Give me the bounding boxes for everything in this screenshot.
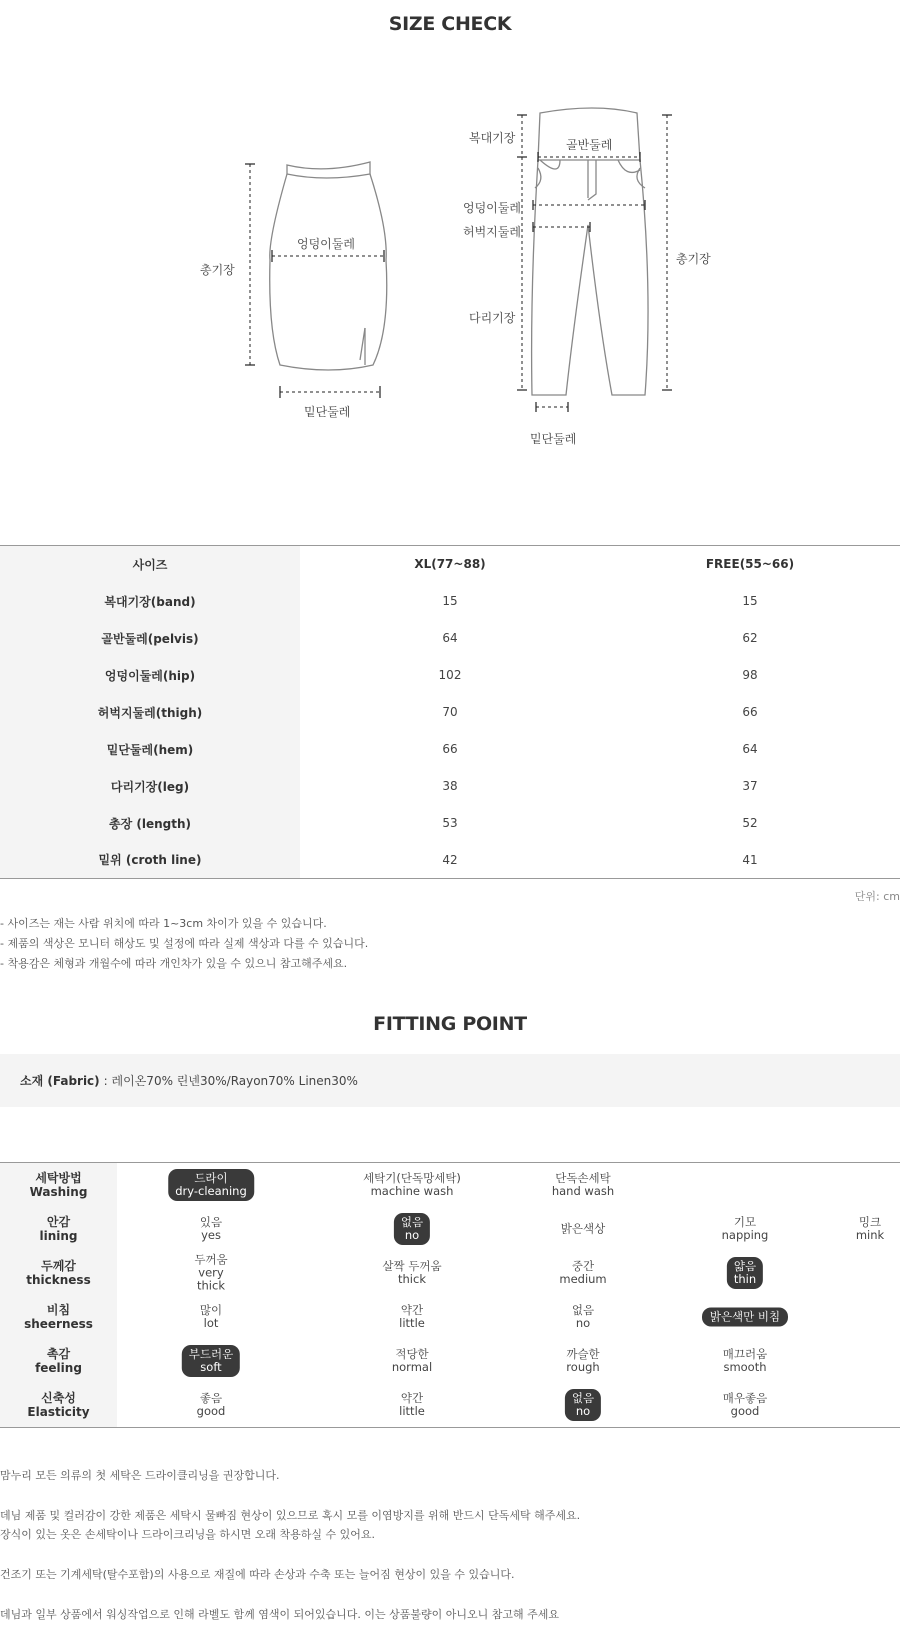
option-en: rough [566,1360,600,1374]
option-ko: 얇음 [733,1259,757,1273]
xl-value: 53 [442,816,458,830]
option-en: good [196,1404,226,1418]
option-ko: 드라이 [194,1171,228,1185]
free-value: 15 [742,594,758,608]
option [856,1216,884,1242]
row-title-ko: 두께감 [41,1259,76,1273]
fit-row-thickness [0,1251,900,1295]
option-en: thin [733,1272,757,1286]
note-item: - 제품의 색상은 모니터 해상도 및 설정에 따라 실제 색상과 다를 수 있습니다. [0,937,369,950]
option [723,1392,767,1418]
option-en: thick [398,1272,426,1286]
option-selected [168,1169,254,1201]
fit-row-header [0,1339,117,1383]
option-ko: 없음 [571,1391,595,1405]
pants-pelvis-label: 골반둘레 [566,138,613,152]
care-text: 장식이 있는 옷은 손세탁이나 드라이크리닝을 하시면 오래 착용하실 수 있어요. [0,1528,375,1541]
table-row [0,583,900,620]
row-label: 총장 (length) [0,805,300,842]
option-ko: 없음 [571,1303,595,1317]
row-title-ko: 비침 [46,1303,71,1317]
table-row [0,731,900,768]
option [183,1254,239,1293]
free-value: 64 [742,742,758,756]
size-col-free: FREE(55~66) [705,557,795,572]
option-en: good [730,1404,760,1418]
row-label: 복대기장(band) [0,583,300,620]
option-ko: 밝은색만 비침 [709,1309,781,1324]
fitting-point-title: FITTING POINT [373,1013,527,1035]
row-title-ko: 안감 [46,1215,71,1229]
option-ko: 세탁기(단독망세탁) [363,1171,461,1185]
row-label: 밑단둘레(hem) [0,731,300,768]
fit-row-header [0,1383,117,1427]
option-en: no [575,1404,591,1418]
fit-row-feeling [0,1339,900,1383]
option-en: very thick [197,1265,225,1293]
option-ko: 단독손세탁 [555,1171,611,1185]
skirt-hip-label: 엉덩이둘레 [297,237,355,251]
table-row [0,694,900,731]
xl-value: 64 [442,631,458,645]
option-ko: 있음 [199,1215,223,1229]
option [572,1304,594,1330]
skirt-outline [287,162,370,178]
pants-band-label: 복대기장 [469,131,516,145]
pants-thigh-label: 허벅지둘레 [463,225,521,239]
unit-label: 단위: cm [854,890,900,903]
table-row [0,620,900,657]
note-item: - 사이즈는 재는 사람 위치에 따라 1~3cm 차이가 있을 수 있습니다. [0,917,327,930]
option-selected [565,1389,601,1421]
option-ko: 좋음 [199,1391,223,1405]
option-selected [702,1308,788,1327]
fit-row-sheerness [0,1295,900,1339]
row-title-en: sheerness [24,1317,93,1331]
care-instructions [0,1466,580,1624]
option-selected [394,1213,430,1245]
option-ko: 밍크 [858,1215,882,1229]
row-label: 골반둘레(pelvis) [0,620,300,657]
care-text: 맘누리 모든 의류의 첫 세탁은 드라이클리닝을 권장합니다. [0,1469,280,1482]
skirt-hem-label: 밑단둘레 [304,405,351,419]
xl-value: 66 [442,742,458,756]
option-ko: 중간 [571,1259,595,1273]
row-title-en: Elasticity [27,1405,90,1419]
option-ko: 많이 [199,1303,223,1317]
option-en: hand wash [551,1184,615,1198]
row-label: 다리기장(leg) [0,768,300,805]
xl-value: 15 [442,594,458,608]
pants-leg-label: 다리기장 [469,311,516,325]
pants-length-label: 총기장 [676,252,711,266]
option-en: napping [721,1228,769,1242]
xl-value: 70 [442,705,458,719]
option [566,1348,599,1374]
xl-value: 42 [442,852,458,867]
row-title-ko: 세탁방법 [35,1171,82,1185]
fit-row-washing [0,1163,900,1207]
size-table [0,545,900,879]
option-ko: 적당한 [395,1347,429,1361]
option-en: medium [559,1272,607,1286]
row-title-en: Washing [29,1185,88,1199]
row-label: 허벅지둘레(thigh) [0,694,300,731]
row-label: 밑위 (croth line) [0,842,300,879]
option-en: yes [201,1228,221,1242]
option [197,1392,226,1418]
pants-hip-label: 엉덩이둘레 [463,201,521,215]
option [722,1216,769,1242]
option-ko: 살짝 두꺼움 [382,1259,442,1273]
table-row [0,842,900,879]
option-en: no [404,1228,420,1242]
option-en: mink [855,1228,885,1242]
care-text: 데님과 일부 상품에서 워싱작업으로 인해 라벨도 함께 염색이 되어있습니다. 이는 상품불량이 아니오니 참고해 주세요 [0,1608,559,1621]
row-title-en: thickness [26,1273,91,1287]
free-value: 98 [742,668,758,682]
care-text: 데님 제품 및 컬러감이 강한 제품은 세탁시 물빠짐 현상이 있으므로 혹시 모를 이염방지를 위해 반드시 단독세탁 해주세요. [0,1509,581,1522]
pants-hem-label: 밑단둘레 [530,432,577,446]
fitting-table [0,1162,900,1428]
option-selected [182,1345,240,1377]
option [200,1304,222,1330]
note-item: - 착용감은 체형과 개월수에 따라 개인차가 있을 수 있으니 참고해주세요. [0,957,348,970]
free-value: 52 [742,816,758,830]
row-title-en: lining [39,1229,78,1243]
skirt-length-label: 총기장 [200,263,235,277]
option [399,1392,425,1418]
option-ko: 까슬한 [566,1347,600,1361]
size-col-xl: XL(77~88) [414,557,486,572]
fit-row-header [0,1295,117,1339]
option-en: little [399,1404,425,1418]
size-check-title: SIZE CHECK [388,13,512,35]
option-ko: 부드러운 [188,1347,234,1361]
fit-row-elasticity [0,1383,900,1427]
size-diagram [0,90,900,460]
row-title-ko: 신축성 [41,1391,76,1405]
free-value: 62 [742,631,758,645]
option [559,1260,606,1286]
option-en: machine wash [370,1184,454,1198]
option-ko: 없음 [400,1215,424,1229]
table-row [0,768,900,805]
option-en: soft [200,1360,222,1374]
row-label: 엉덩이둘레(hip) [0,657,300,694]
option [382,1260,442,1286]
option-en: little [399,1316,425,1330]
option-en: lot [203,1316,219,1330]
xl-value: 102 [438,668,462,682]
fabric-value: : 레이온70% 린넨30%/Rayon70% Linen30% [103,1074,358,1088]
option-ko: 매끄러움 [722,1347,768,1361]
fabric-label: 소재 (Fabric) [20,1074,100,1088]
option-ko: 약간 [400,1303,424,1317]
option-ko: 밝은색상 [560,1221,606,1236]
option-en: normal [391,1360,433,1374]
option [399,1304,425,1330]
fit-row-header [0,1207,117,1251]
option-ko: 약간 [400,1391,424,1405]
size-col-label: 사이즈 [0,546,300,583]
xl-value: 38 [442,779,458,793]
size-notes [0,914,368,974]
option-en: no [575,1316,591,1330]
option-en: smooth [723,1360,767,1374]
row-title-ko: 촉감 [46,1347,71,1361]
option [552,1172,614,1198]
free-value: 66 [742,705,758,719]
table-row [0,805,900,842]
fabric-box [0,1054,900,1107]
option-ko: 매우좋음 [722,1391,768,1405]
fit-row-lining [0,1207,900,1251]
table-row [0,657,900,694]
option-selected [727,1257,763,1289]
option-ko: 두꺼움 [194,1252,228,1267]
option [363,1172,461,1198]
free-value: 37 [742,779,758,793]
option [561,1223,605,1236]
fit-row-header [0,1163,117,1207]
row-title-en: feeling [35,1361,82,1375]
fit-row-header [0,1251,117,1295]
option [200,1216,222,1242]
free-value: 41 [742,852,758,867]
size-table-header [0,546,900,583]
option [723,1348,767,1374]
option-en: dry-cleaning [175,1184,247,1198]
option [392,1348,432,1374]
garment-illustration [0,90,900,460]
care-text: 건조기 또는 기계세탁(탈수포함)의 사용으로 재질에 따라 손상과 수축 또는 늘어짐 현상이 있을 수 있습니다. [0,1568,515,1581]
option-ko: 기모 [733,1215,757,1229]
